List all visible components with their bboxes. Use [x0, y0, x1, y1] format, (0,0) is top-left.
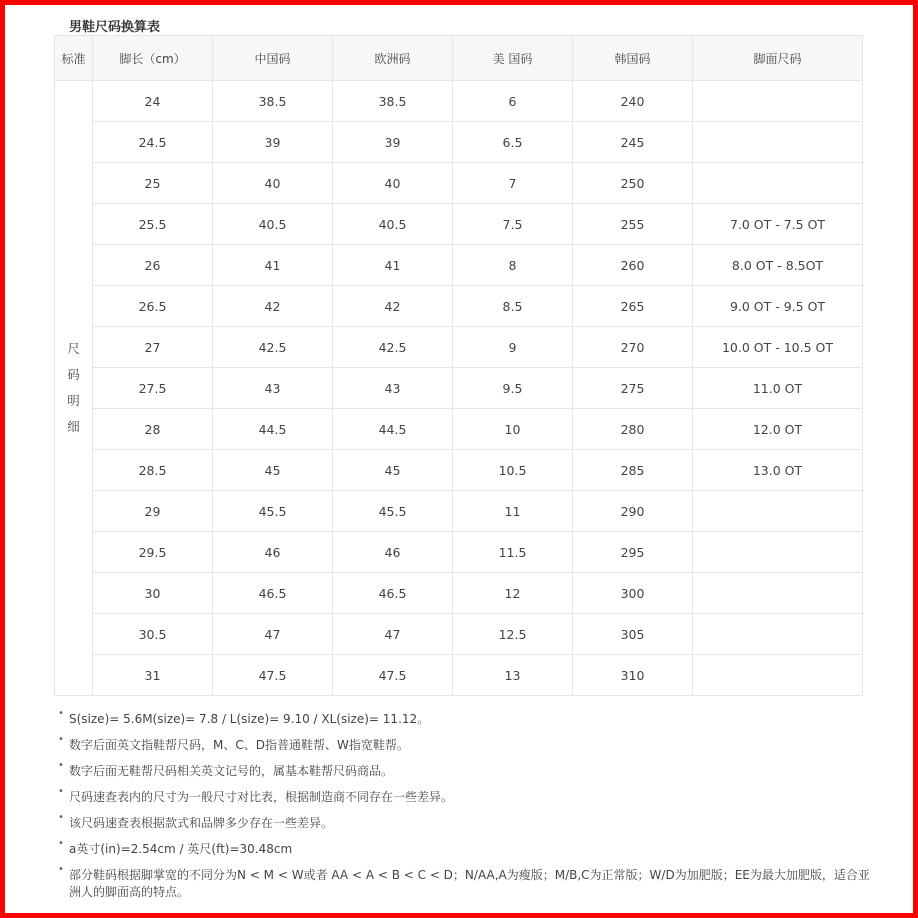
table-row — [55, 532, 863, 573]
table-cell: 11 — [453, 491, 573, 532]
note-text: 该尺码速查表根据款式和品牌多少存在一些差异。 — [69, 816, 334, 830]
table-cell: 27.5 — [93, 368, 213, 409]
size-detail-char: 细 — [67, 419, 80, 434]
table-cell: 275 — [573, 368, 693, 409]
table-header-row — [55, 36, 863, 81]
table-cell: 6.5 — [453, 122, 573, 163]
table-cell: 12.0 OT — [693, 409, 863, 450]
table-row — [55, 245, 863, 286]
table-cell: 29 — [93, 491, 213, 532]
note-text: 数字后面英文指鞋帮尺码，M、C、D指普通鞋帮、W指宽鞋帮。 — [69, 738, 409, 752]
table-cell: 39 — [213, 122, 333, 163]
table-cell: 30.5 — [93, 614, 213, 655]
table-row — [55, 81, 863, 122]
table-cell: 28.5 — [93, 450, 213, 491]
note-text: S(size)= 5.6M(size)= 7.8 / L(size)= 9.10 / XL(size)= 11.12。 — [69, 712, 430, 726]
size-detail-char: 明 — [67, 393, 80, 408]
table-cell: 8.5 — [453, 286, 573, 327]
table-cell: 40 — [213, 163, 333, 204]
size-detail-label — [55, 81, 93, 696]
page-title: 男鞋尺码换算表 — [69, 20, 161, 35]
table-cell: 47 — [213, 614, 333, 655]
table-cell: 38.5 — [213, 81, 333, 122]
size-detail-char: 尺 — [67, 341, 80, 356]
table-cell: 12.5 — [453, 614, 573, 655]
table-cell: 39 — [333, 122, 453, 163]
table-cell: 47 — [333, 614, 453, 655]
table-cell: 26.5 — [93, 286, 213, 327]
table-cell: 43 — [213, 368, 333, 409]
table-cell: 300 — [573, 573, 693, 614]
table-cell: 40.5 — [333, 204, 453, 245]
table-cell: 285 — [573, 450, 693, 491]
table-cell: 13.0 OT — [693, 450, 863, 491]
table-cell: 12 — [453, 573, 573, 614]
note-item — [58, 786, 873, 806]
table-cell — [693, 491, 863, 532]
table-cell: 11.0 OT — [693, 368, 863, 409]
table-cell: 24.5 — [93, 122, 213, 163]
table-cell: 44.5 — [333, 409, 453, 450]
table-cell: 11.5 — [453, 532, 573, 573]
size-detail-char: 码 — [67, 367, 80, 382]
table-cell — [693, 163, 863, 204]
table-row — [55, 327, 863, 368]
table-row — [55, 204, 863, 245]
note-item — [58, 812, 873, 832]
table-cell: 295 — [573, 532, 693, 573]
table-cell: 250 — [573, 163, 693, 204]
table-cell: 9 — [453, 327, 573, 368]
table-cell: 265 — [573, 286, 693, 327]
table-row — [55, 614, 863, 655]
table-cell: 7 — [453, 163, 573, 204]
table-row — [55, 655, 863, 696]
table-cell: 310 — [573, 655, 693, 696]
table-cell: 44.5 — [213, 409, 333, 450]
table-cell: 255 — [573, 204, 693, 245]
table-cell: 270 — [573, 327, 693, 368]
column-header: 脚面尺码 — [693, 36, 863, 81]
table-cell — [693, 573, 863, 614]
table-cell: 290 — [573, 491, 693, 532]
table-cell: 13 — [453, 655, 573, 696]
table-cell: 240 — [573, 81, 693, 122]
table-cell: 45.5 — [333, 491, 453, 532]
table-cell: 45 — [333, 450, 453, 491]
table-cell: 26 — [93, 245, 213, 286]
table-cell: 42 — [213, 286, 333, 327]
bullet-icon: • — [58, 864, 64, 875]
table-cell: 8 — [453, 245, 573, 286]
table-row — [55, 450, 863, 491]
table-cell: 9.0 OT - 9.5 OT — [693, 286, 863, 327]
table-cell: 25 — [93, 163, 213, 204]
note-text: a英寸(in)=2.54cm / 英尺(ft)=30.48cm — [69, 842, 293, 856]
table-cell — [693, 532, 863, 573]
table-cell — [693, 122, 863, 163]
table-row — [55, 286, 863, 327]
table-row — [55, 409, 863, 450]
table-cell: 42 — [333, 286, 453, 327]
table-cell: 45 — [213, 450, 333, 491]
table-cell — [693, 655, 863, 696]
table-cell: 10.0 OT - 10.5 OT — [693, 327, 863, 368]
notes-list — [58, 708, 873, 910]
note-item — [58, 838, 873, 858]
bullet-icon: • — [58, 838, 64, 849]
column-header: 标准 — [55, 36, 93, 81]
table-row — [55, 368, 863, 409]
table-cell: 7.0 OT - 7.5 OT — [693, 204, 863, 245]
note-item — [58, 760, 873, 780]
table-cell: 305 — [573, 614, 693, 655]
size-chart-table — [54, 35, 863, 696]
column-header: 美 国码 — [453, 36, 573, 81]
bullet-icon: • — [58, 708, 64, 719]
table-cell: 28 — [93, 409, 213, 450]
bullet-icon: • — [58, 734, 64, 745]
table-cell: 46 — [333, 532, 453, 573]
table-cell: 27 — [93, 327, 213, 368]
table-cell: 42.5 — [213, 327, 333, 368]
table-cell: 280 — [573, 409, 693, 450]
table-cell: 31 — [93, 655, 213, 696]
bullet-icon: • — [58, 786, 64, 797]
column-header: 脚长（cm） — [93, 36, 213, 81]
table-cell: 38.5 — [333, 81, 453, 122]
table-cell: 6 — [453, 81, 573, 122]
table-cell: 41 — [213, 245, 333, 286]
table-cell: 45.5 — [213, 491, 333, 532]
note-item — [58, 734, 873, 754]
note-text: 尺码速查表内的尺寸为一般尺寸对比表，根据制造商不同存在一些差异。 — [69, 790, 454, 804]
table-cell: 41 — [333, 245, 453, 286]
table-cell: 7.5 — [453, 204, 573, 245]
note-item — [58, 864, 873, 901]
note-item — [58, 708, 873, 728]
table-cell: 30 — [93, 573, 213, 614]
table-cell: 46 — [213, 532, 333, 573]
table-cell: 40.5 — [213, 204, 333, 245]
table-cell: 40 — [333, 163, 453, 204]
note-text: 数字后面无鞋帮尺码相关英文记号的，属基本鞋帮尺码商品。 — [69, 764, 394, 778]
table-cell: 25.5 — [93, 204, 213, 245]
column-header: 韩国码 — [573, 36, 693, 81]
column-header: 欧洲码 — [333, 36, 453, 81]
table-cell: 9.5 — [453, 368, 573, 409]
table-cell: 46.5 — [333, 573, 453, 614]
column-header: 中国码 — [213, 36, 333, 81]
table-cell: 47.5 — [213, 655, 333, 696]
table-cell: 42.5 — [333, 327, 453, 368]
bullet-icon: • — [58, 760, 64, 771]
table-cell: 46.5 — [213, 573, 333, 614]
table-cell: 43 — [333, 368, 453, 409]
table-cell: 8.0 OT - 8.5OT — [693, 245, 863, 286]
table-cell: 260 — [573, 245, 693, 286]
table-row — [55, 573, 863, 614]
table-cell — [693, 81, 863, 122]
note-text: 部分鞋码根据脚掌宽的不同分为N < M < W或者 AA < A < B < C < D；N/AA,A为瘦版；M/B,C为正常版；W/D为加肥版；EE为最大加肥版，适合亚洲人的脚面高的特点。 — [69, 868, 870, 899]
table-cell — [693, 614, 863, 655]
table-cell: 29.5 — [93, 532, 213, 573]
table-cell: 10 — [453, 409, 573, 450]
table-cell: 47.5 — [333, 655, 453, 696]
table-row — [55, 122, 863, 163]
table-row — [55, 491, 863, 532]
table-cell: 24 — [93, 81, 213, 122]
table-row — [55, 163, 863, 204]
table-cell: 245 — [573, 122, 693, 163]
table-cell: 10.5 — [453, 450, 573, 491]
bullet-icon: • — [58, 812, 64, 823]
